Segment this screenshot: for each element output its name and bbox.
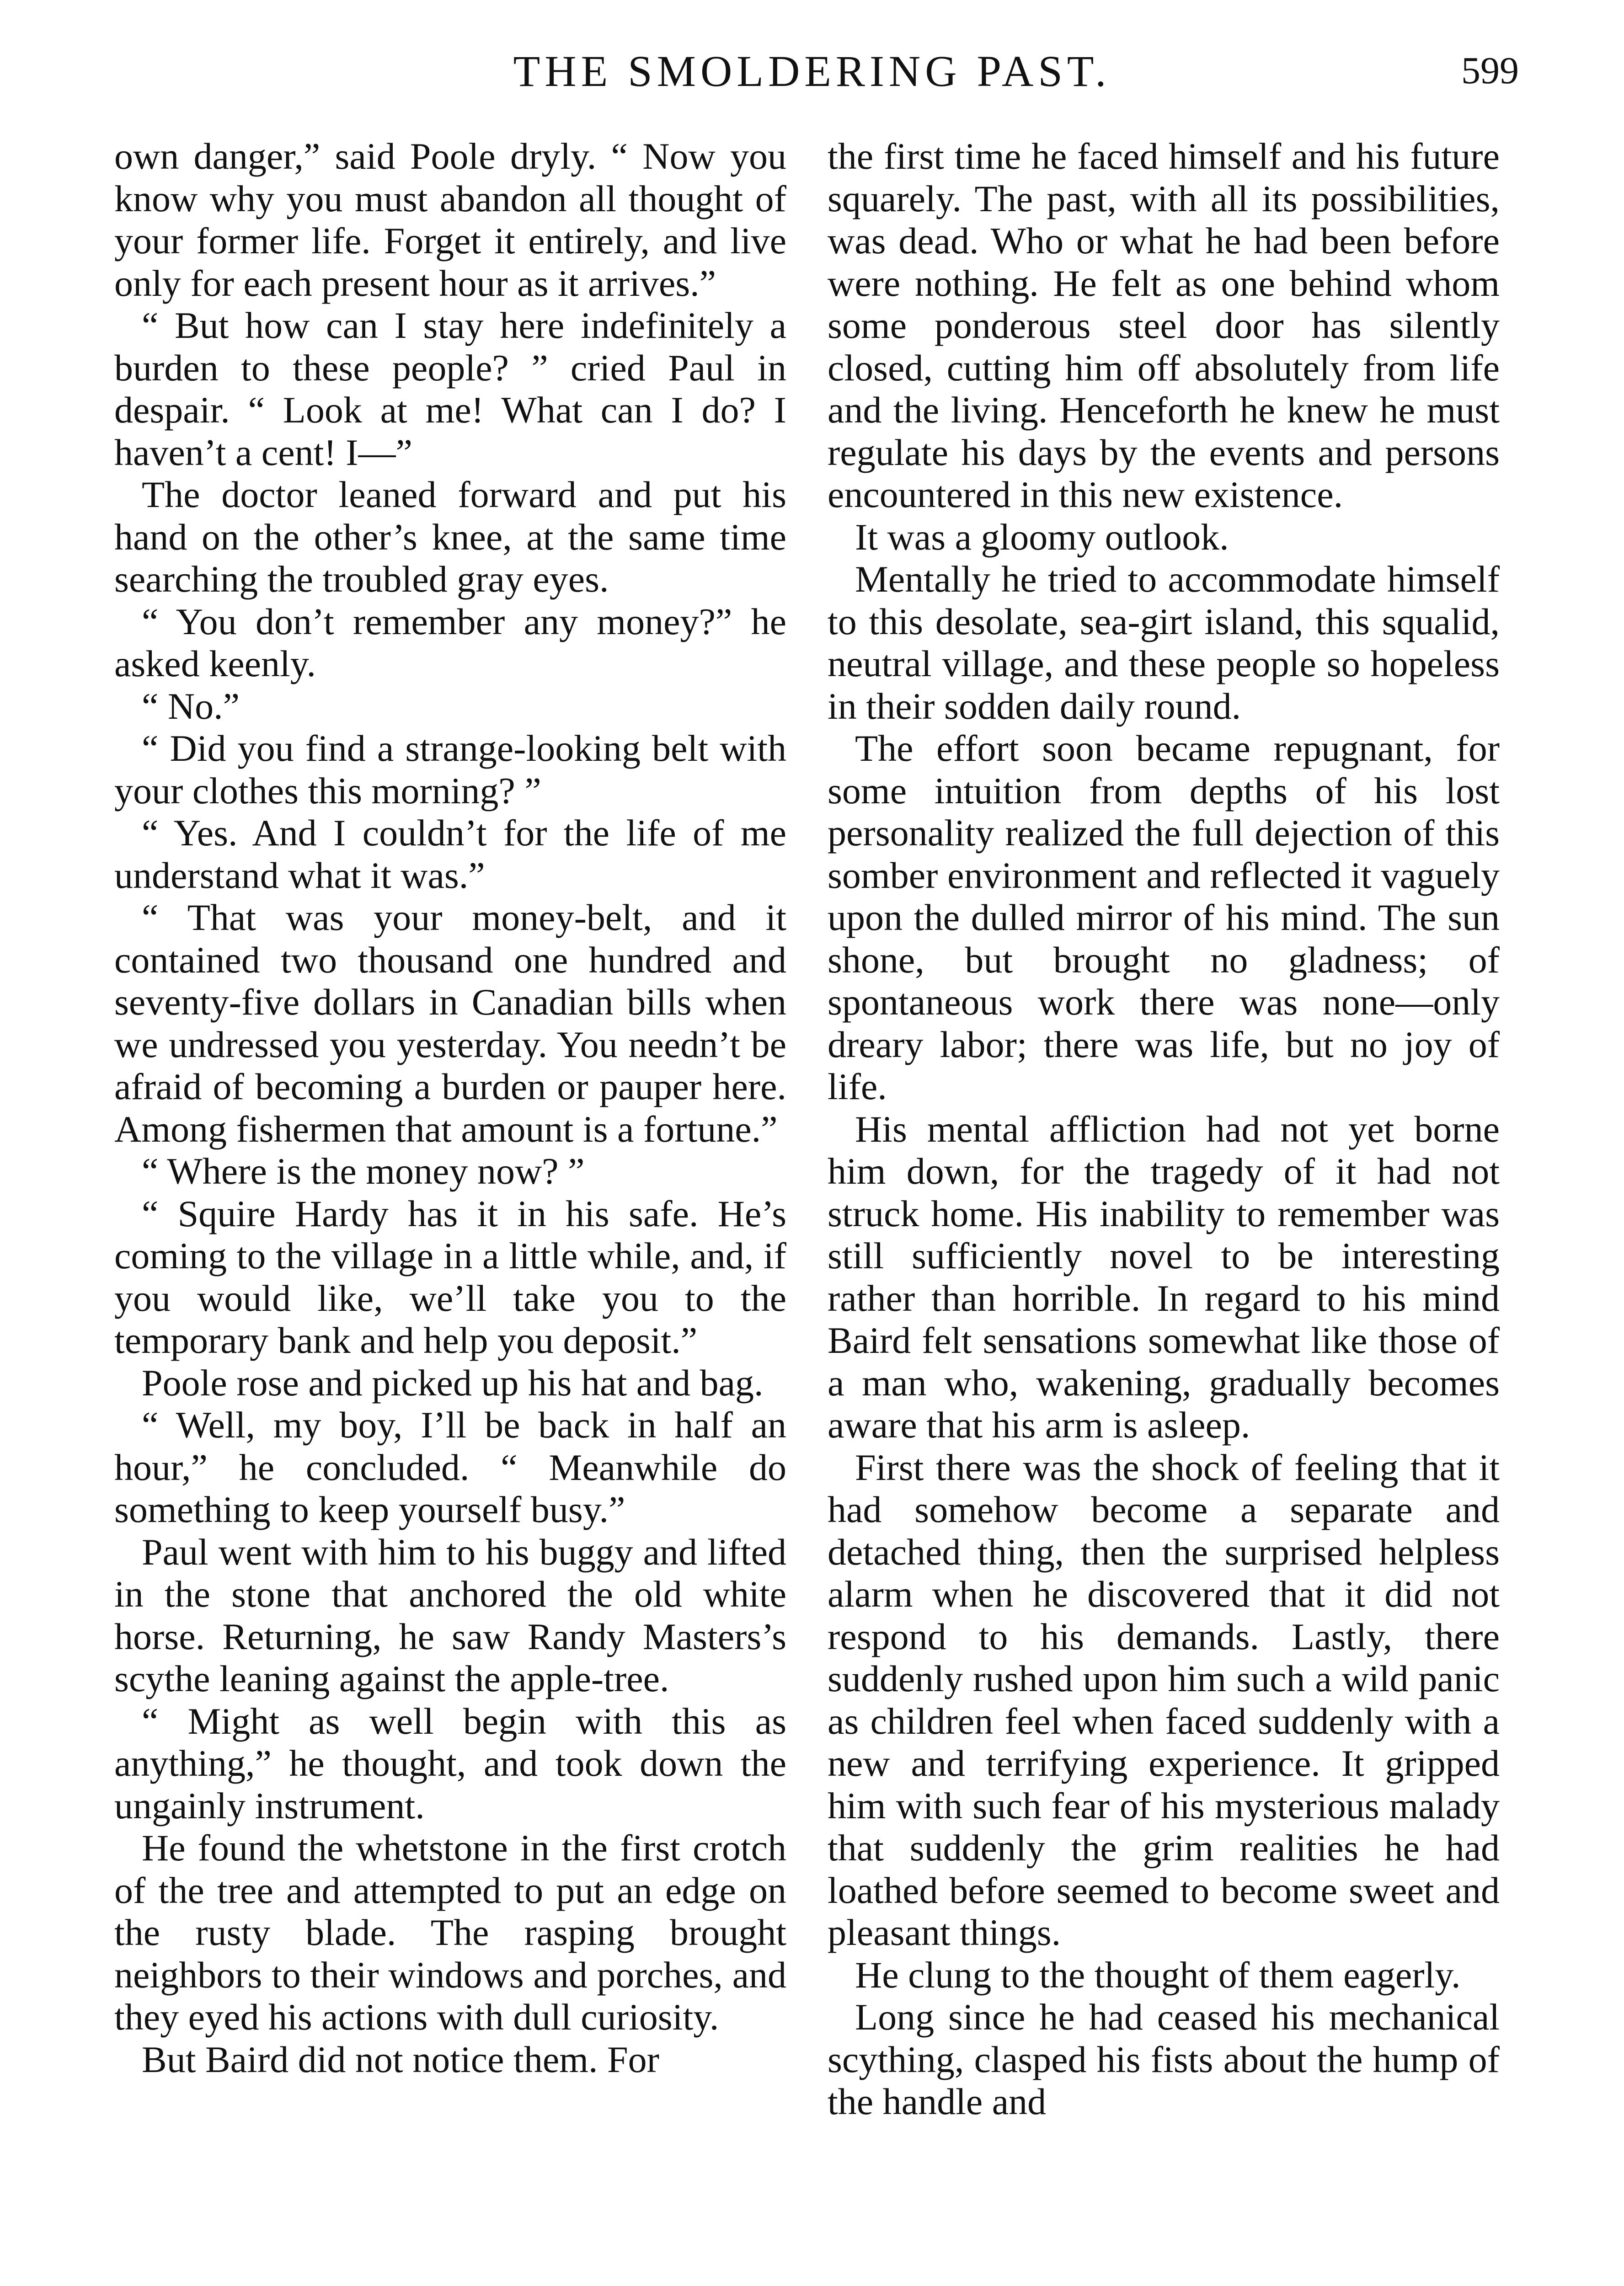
page-header [0,32,1624,101]
paragraph: Paul went with him to his buggy and lifted in the stone that anchored the old white horse. Returning, he saw Randy Masters’s scythe leaning against the apple-tree. [114,1531,786,1699]
paragraph: “ Did you find a strange-looking belt with your clothes this morning? ” [114,727,786,812]
page-number: 599 [1461,49,1519,92]
paragraph: “ Squire Hardy has it in his safe. He’s coming to the village in a little while, and, if you would like, we’ll take you to the temporary bank and help you deposit.” [114,1192,786,1361]
paragraph: First there was the shock of feeling that it had somehow become a separate and detached thing, then the surprised helpless alarm when he discovered that it did not respond to his demands. Lastly, there suddenly rushed upon him such a wild panic as children feel when faced suddenly with a new and terrifying experience. It gripped him with such fear of his mysterious malady that suddenly the grim realities he had loathed before seemed to become sweet and pleasant things. [828,1446,1500,1953]
paragraph: “ But how can I stay here indefinitely a burden to these people? ” cried Paul in despair. “ Look at me! What can I do? I haven’t a cent! I—” [114,304,786,473]
paragraph: “ You don’t remember any money?” he asked keenly. [114,600,786,684]
left-column [114,135,786,2081]
running-title: THE SMOLDERING PAST. [513,47,1111,96]
paragraph: Long since he had ceased his mechanical scything, clasped his fists about the hump of the handle and [828,1996,1500,2122]
paragraph: “ That was your money-belt, and it contained two thousand one hundred and seventy-five dollars in Canadian bills when we undressed you yesterday. You needn’t be afraid of becoming a burden or pauper here. Among fishermen that amount is a fortune.” [114,897,786,1150]
paragraph: “ Yes. And I couldn’t for the life of me understand what it was.” [114,812,786,896]
paragraph: He found the whetstone in the first crotch of the tree and attempted to put an edge on the rusty blade. The rasping brought neighbors to their windows and porches, and they eyed his actions with dull curiosity. [114,1827,786,2038]
paragraph: “ Might as well begin with this as anything,” he thought, and took down the ungainly instrument. [114,1700,786,1827]
paragraph: “ Well, my boy, I’ll be back in half an hour,” he concluded. “ Meanwhile do something to keep yourself busy.” [114,1404,786,1530]
paragraph: His mental affliction had not yet borne him down, for the tragedy of it had not struck home. His inability to remember was still sufficiently novel to be interesting rather than horrible. In regard to his mind Baird felt sensations somewhat like those of a man who, wakening, gradually becomes aware that his arm is asleep. [828,1108,1500,1446]
paragraph: The doctor leaned forward and put his hand on the other’s knee, at the same time searching the troubled gray eyes. [114,474,786,600]
paragraph: Mentally he tried to accommodate himself to this desolate, sea-girt island, this squalid, neutral village, and these people so hopeless in their sodden daily round. [828,558,1500,727]
paragraph: The effort soon became repugnant, for some intuition from depths of his lost personality realized the full dejection of this somber environment and reflected it vaguely upon the dulled mirror of his mind. The sun shone, but brought no gladness; of spontaneous work there was none—only dreary labor; there was life, but no joy of life. [828,727,1500,1107]
paragraph: But Baird did not notice them. For [142,2038,659,2080]
paragraph: It was a gloomy outlook. [855,516,1229,558]
paragraph: own danger,” said Poole dryly. “ Now you know why you must abandon all thought of your former life. Forget it entirely, and live only for each present hour as it arrives.” [114,135,786,304]
paragraph: “ No.” [142,685,240,727]
paragraph: “ Where is the money now? ” [142,1150,585,1192]
paragraph: He clung to the thought of them eagerly. [855,1954,1461,1996]
right-column [828,135,1500,2123]
paragraph: Poole rose and picked up his hat and bag. [142,1362,764,1404]
paragraph: the first time he faced himself and his future squarely. The past, with all its possibilities, was dead. Who or what he had been before were nothing. He felt as one behind whom some ponderous steel door has silently closed, cutting him off absolutely from life and the living. Henceforth he knew he must regulate his days by the events and persons encountered in this new existence. [828,135,1500,515]
